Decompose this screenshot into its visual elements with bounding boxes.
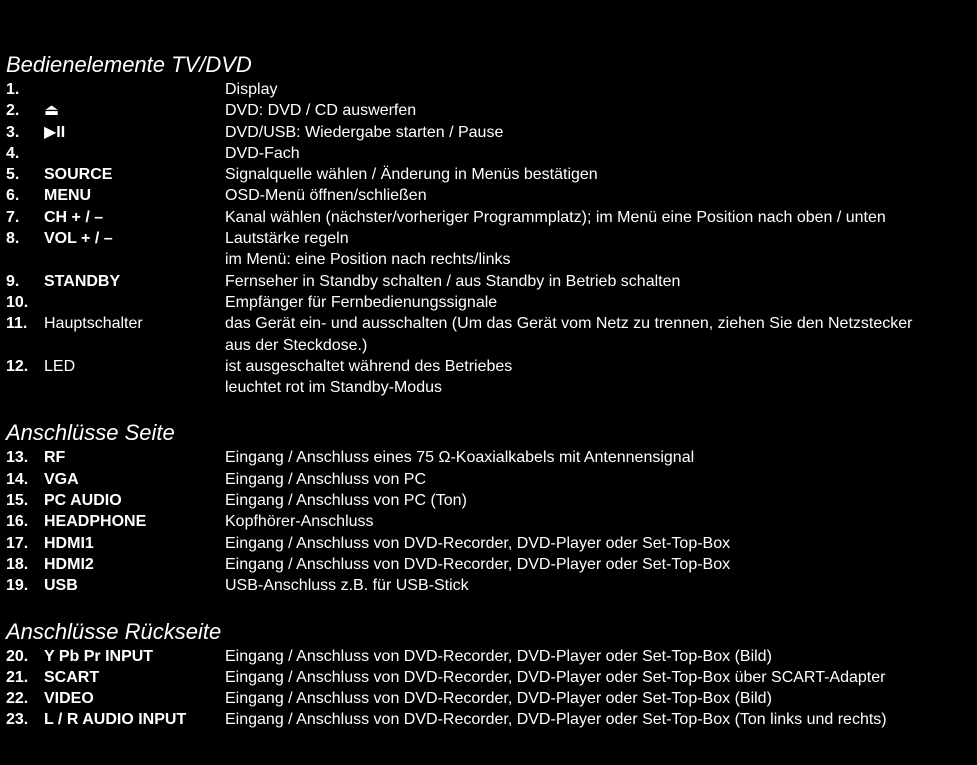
eject-icon: ⏏ [44, 102, 60, 120]
item-number: 16. [6, 513, 29, 531]
item-description: aus der Steckdose.) [225, 336, 368, 354]
item-description: Eingang / Anschluss von PC [225, 470, 427, 488]
item-number: 5. [6, 166, 20, 184]
list-item [6, 709, 974, 730]
item-description: Display [225, 81, 278, 98]
item-description: OSD-Menü öffnen/schließen [225, 187, 427, 205]
item-name [44, 292, 225, 313]
item-number: 22. [6, 690, 29, 708]
item-number: 14. [6, 470, 29, 488]
item-number: 11. [6, 315, 28, 333]
item-description: das Gerät ein- und ausschalten (Um das Gerät vom Netz zu trennen, ziehen Sie den Netzstecker [225, 315, 913, 333]
item-name: MENU [44, 187, 92, 205]
item-name: VOL + / – [44, 230, 113, 248]
item-name: L / R AUDIO INPUT [44, 711, 187, 729]
item-name: CH + / – [44, 208, 104, 226]
item-description: ist ausgeschaltet während des Betriebes [225, 357, 513, 375]
list-item [6, 79, 974, 100]
list-item [6, 688, 974, 709]
item-description: Fernseher in Standby schalten / aus Standby in Betrieb schalten [225, 272, 681, 290]
item-description: DVD-Fach [225, 144, 300, 162]
list-item [6, 667, 974, 688]
document-page [6, 51, 974, 731]
item-description: Eingang / Anschluss von DVD-Recorder, DVD-Player oder Set-Top-Box (Ton links und rechts) [225, 711, 887, 729]
item-name [44, 79, 225, 100]
item-description: Eingang / Anschluss von DVD-Recorder, DVD-Player oder Set-Top-Box [225, 555, 731, 573]
item-name: VGA [44, 470, 79, 488]
item-name: SCART [44, 668, 100, 686]
item-name: VIDEO [44, 690, 94, 708]
list-item-continuation [6, 335, 974, 356]
item-name [44, 143, 225, 164]
item-description: Signalquelle wählen / Änderung in Menüs bestätigen [225, 166, 598, 184]
item-number: 10. [6, 293, 29, 311]
item-number: 4. [6, 144, 20, 162]
list-item [6, 100, 974, 121]
list-item [6, 143, 974, 164]
item-name: PC AUDIO [44, 492, 122, 510]
list-item-continuation [6, 249, 974, 270]
item-name: Y Pb Pr INPUT [44, 647, 154, 665]
item-number: 12. [6, 357, 29, 375]
item-name: RF [44, 449, 66, 467]
list-item [6, 164, 974, 185]
list-item [6, 122, 974, 143]
item-number: 21. [6, 668, 29, 686]
item-description: DVD/USB: Wiedergabe starten / Pause [225, 123, 504, 141]
list-item [6, 447, 974, 468]
list-item [6, 646, 974, 667]
item-name: SOURCE [44, 166, 113, 184]
item-name: STANDBY [44, 272, 121, 290]
item-number: 15. [6, 492, 29, 510]
list-item [6, 185, 974, 206]
item-number: 13. [6, 449, 29, 467]
item-description: DVD: DVD / CD auswerfen [225, 102, 417, 120]
item-number: 6. [6, 187, 20, 205]
section-title-controls: Bedienelemente TV/DVD [6, 52, 252, 77]
item-number: 3. [6, 123, 20, 141]
item-name: Hauptschalter [44, 315, 143, 333]
list-item [6, 207, 974, 228]
list-item [6, 313, 974, 334]
item-description: Kanal wählen (nächster/vorheriger Programmplatz); im Menü eine Position nach oben / unten [225, 208, 886, 226]
list-item [6, 511, 974, 532]
item-number: 1. [6, 81, 20, 98]
section-title-side-ports: Anschlüsse Seite [6, 420, 175, 446]
list-item [6, 228, 974, 249]
item-number: 20. [6, 647, 29, 665]
item-description: im Menü: eine Position nach rechts/links [225, 251, 511, 269]
list-item [6, 292, 974, 313]
item-description: Eingang / Anschluss von DVD-Recorder, DVD-Player oder Set-Top-Box (Bild) [225, 647, 772, 665]
item-number: 19. [6, 577, 29, 595]
item-description: Eingang / Anschluss von DVD-Recorder, DVD-Player oder Set-Top-Box (Bild) [225, 690, 772, 708]
item-description: Kopfhörer-Anschluss [225, 513, 374, 531]
section-title-rear-ports: Anschlüsse Rückseite [6, 618, 222, 644]
item-description: Empfänger für Fernbedienungssignale [225, 293, 498, 311]
item-name: HDMI1 [44, 534, 94, 552]
list-item [6, 554, 974, 575]
item-name: LED [44, 357, 76, 375]
item-description: Lautstärke regeln [225, 230, 349, 248]
list-item [6, 533, 974, 554]
list-item [6, 469, 974, 490]
list-item [6, 575, 974, 596]
item-number: 7. [6, 208, 20, 226]
item-number: 23. [6, 711, 29, 729]
item-name: HEADPHONE [44, 513, 147, 531]
item-description: Eingang / Anschluss von PC (Ton) [225, 492, 467, 510]
item-number: 9. [6, 272, 20, 290]
item-number: 8. [6, 230, 20, 248]
item-name: USB [44, 577, 78, 595]
item-number: 2. [6, 102, 20, 120]
item-description: Eingang / Anschluss eines 75 Ω-Koaxialkabels mit Antennensignal [225, 449, 695, 467]
list-item-continuation [6, 377, 974, 398]
item-number: 17. [6, 534, 29, 552]
item-name: HDMI2 [44, 555, 94, 573]
list-item [6, 490, 974, 511]
item-description: USB-Anschluss z.B. für USB-Stick [225, 577, 469, 595]
list-item [6, 271, 974, 292]
item-description: Eingang / Anschluss von DVD-Recorder, DVD-Player oder Set-Top-Box über SCART-Adapter [225, 668, 886, 686]
list-item [6, 356, 974, 377]
item-number: 18. [6, 555, 29, 573]
play-pause-icon: ▶II [44, 123, 66, 141]
item-description: leuchtet rot im Standby-Modus [225, 379, 442, 397]
item-description: Eingang / Anschluss von DVD-Recorder, DVD-Player oder Set-Top-Box [225, 534, 731, 552]
